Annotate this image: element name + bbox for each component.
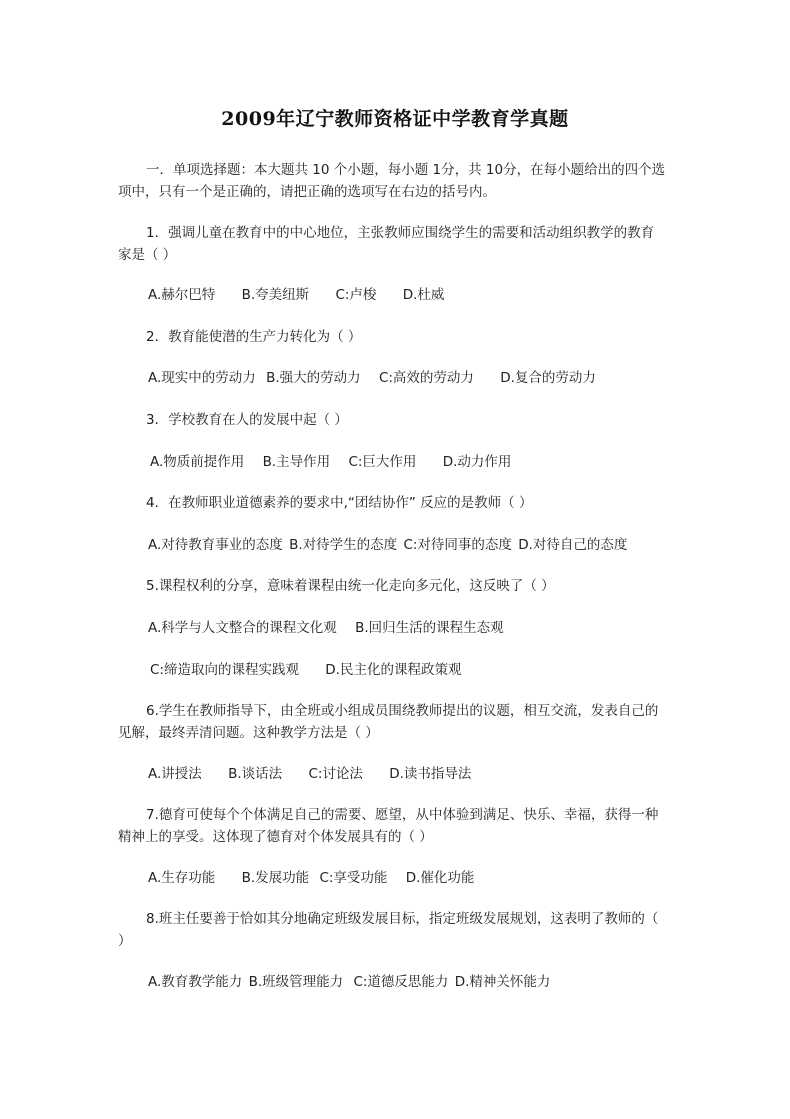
question-1-option-b: B.夸美纽斯 (241, 287, 310, 303)
question-2-option-c: C:高效的劳动力 (378, 370, 474, 386)
question-2-options (148, 367, 596, 389)
question-5-option-a: A.科学与人文整合的课程文化观 (148, 620, 337, 636)
question-3-option-c: C:巨大作用 (348, 454, 417, 470)
question-7-option-d: D.催化功能 (405, 870, 475, 886)
question-8-option-b: B.班级管理能力 (248, 974, 344, 990)
question-2-option-d: D.复合的劳动力 (500, 370, 596, 386)
question-4-option-c: C:对待同事的态度 (403, 537, 512, 553)
question-4-options (148, 534, 627, 556)
question-3-option-a: A.物质前提作用 (150, 454, 245, 470)
question-1-option-c: C:卢梭 (335, 287, 377, 303)
question-6-option-a: A.讲授法 (148, 766, 202, 782)
question-7-options (148, 867, 474, 889)
question-3-options (150, 451, 511, 473)
question-5-options-line-2 (150, 659, 461, 681)
question-8-options (148, 971, 550, 993)
document-title: 2009年辽宁教师资格证中学教育学真题 (221, 108, 569, 130)
question-1-option-d: D.杜威 (402, 287, 445, 303)
question-7-option-c: C:享受功能 (319, 870, 388, 886)
question-7-option-a: A.生存功能 (148, 870, 216, 886)
question-5: 5.课程权利的分享，意味着课程由统一化走向多元化，这反映了（ ） (146, 578, 555, 594)
question-7: 7.德育可使每个个体满足自己的需要、愿望，从中体验到满足、快乐、幸福，获得一种精神上的享受。这体现了德育对个体发展具有的（ ） (118, 807, 659, 845)
question-5-option-b: B.回归生活的课程生态观 (355, 620, 504, 636)
question-8-option-c: C:道德反思能力 (353, 974, 449, 990)
question-4-option-a: A.对待教育事业的态度 (148, 537, 283, 553)
question-5-options-line-1 (148, 617, 504, 639)
question-6: 6.学生在教师指导下，由全班或小组成员围绕教师提出的议题，相互交流，发表自己的见解，最终弄清问题。这种教学方法是（ ） (118, 703, 659, 741)
question-3-option-b: B.主导作用 (262, 454, 331, 470)
question-4-option-d: D.对待自己的态度 (518, 537, 628, 553)
question-3-option-d: D.动力作用 (442, 454, 512, 470)
question-2-option-b: B.强大的劳动力 (266, 370, 361, 386)
question-6-option-b: B.谈话法 (228, 766, 283, 782)
question-8-option-d: D.精神关怀能力 (454, 974, 551, 990)
question-1-option-a: A.赫尔巴特 (148, 287, 216, 303)
question-1: 1．强调儿童在教育中的中心地位，主张教师应围绕学生的需要和活动组织教学的教育家是（ ） (118, 225, 655, 263)
question-6-options (148, 763, 471, 785)
question-4: 4．在教师职业道德素养的要求中,“团结协作” 反应的是教师（ ） (146, 495, 533, 511)
question-6-option-c: C:讨论法 (308, 766, 363, 782)
question-1-options (148, 284, 444, 306)
question-5-option-c: C:缔造取向的课程实践观 (150, 662, 299, 678)
question-3: 3．学校教育在人的发展中起（ ） (146, 412, 348, 428)
question-6-option-d: D.读书指导法 (389, 766, 472, 782)
question-5-option-d: D.民主化的课程政策观 (325, 662, 462, 678)
section-instructions: 一．单项选择题：本大题共 10 个小题，每小题 1分，共 10分，在每小题给出的四个选项中，只有一个是正确的，请把正确的选项写在右边的括号内。 (118, 162, 666, 200)
question-8: 8.班主任要善于恰如其分地确定班级发展目标，指定班级发展规划，这表明了教师的（ ） (118, 911, 659, 949)
question-2: 2．教育能使潜的生产力转化为（ ） (146, 329, 362, 345)
question-4-option-b: B.对待学生的态度 (289, 537, 398, 553)
question-7-option-b: B.发展功能 (241, 870, 310, 886)
question-8-option-a: A.教育教学能力 (148, 974, 243, 990)
question-2-option-a: A.现实中的劳动力 (148, 370, 256, 386)
